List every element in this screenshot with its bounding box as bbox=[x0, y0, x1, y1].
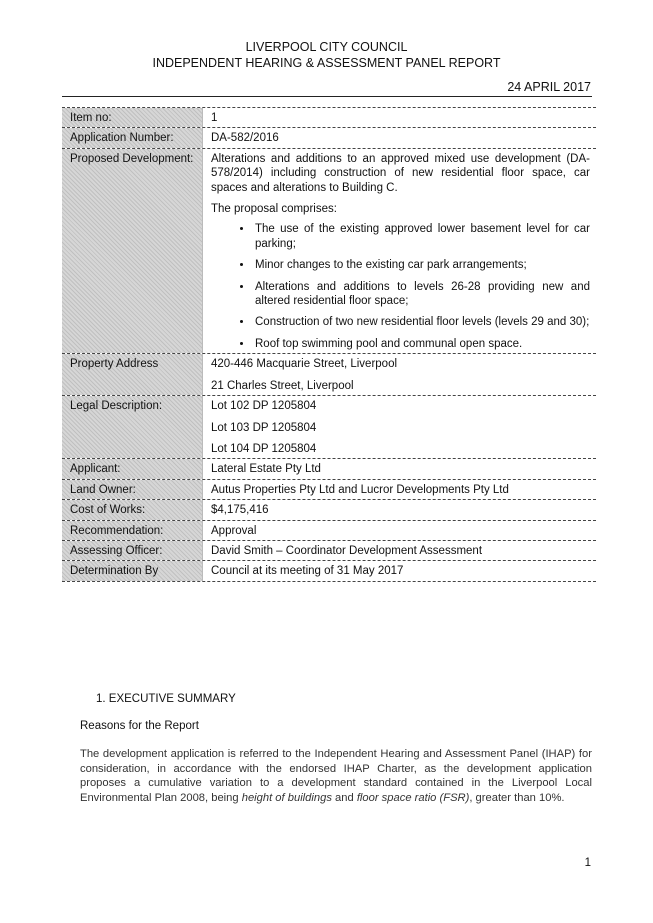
label-assessing-officer: Assessing Officer: bbox=[62, 541, 203, 560]
value-determination-by: Council at its meeting of 31 May 2017 bbox=[211, 565, 404, 578]
row-recommendation bbox=[62, 520, 596, 540]
application-details-table bbox=[62, 107, 596, 582]
header-council-name: LIVERPOOL CITY COUNCIL bbox=[245, 40, 408, 54]
value-assessing-officer: David Smith – Coordinator Development Assessment bbox=[211, 544, 483, 557]
address-line: 21 Charles Street, Liverpool bbox=[211, 379, 354, 392]
row-proposed-development bbox=[62, 148, 596, 353]
label-land-owner: Land Owner: bbox=[62, 480, 203, 499]
list-item: • Alterations and additions to levels 26-28 providing new and altered residential floor space; bbox=[253, 280, 590, 309]
label-legal-description: Legal Description: bbox=[62, 396, 203, 458]
para-emphasis-fsr: floor space ratio (FSR) bbox=[356, 791, 470, 804]
row-application-number bbox=[62, 127, 596, 147]
lot-line: Lot 104 DP 1205804 bbox=[211, 442, 317, 455]
lot-line: Lot 103 DP 1205804 bbox=[211, 421, 317, 434]
header-divider bbox=[62, 96, 592, 97]
value-land-owner: Autus Properties Pty Ltd and Lucror Developments Pty Ltd bbox=[211, 483, 509, 496]
value-proposed-development bbox=[203, 149, 596, 353]
row-determination-by bbox=[62, 560, 596, 580]
proposal-description: Alterations and additions to an approved mixed use development (DA-578/2014) including construction of new residential floor space, car spaces and alterations to Building C. bbox=[211, 152, 590, 194]
list-item: • Minor changes to the existing car park arrangements; bbox=[253, 258, 590, 272]
para-text: , greater than 10%. bbox=[469, 791, 565, 804]
row-legal-description bbox=[62, 395, 596, 458]
para-emphasis-height: height of buildings bbox=[241, 791, 332, 804]
row-applicant bbox=[62, 458, 596, 478]
list-item: • The use of the existing approved lower basement level for car parking; bbox=[253, 222, 590, 251]
proposal-list bbox=[211, 222, 590, 351]
value-legal-description bbox=[203, 396, 596, 458]
label-proposed-development: Proposed Development: bbox=[62, 149, 203, 353]
address-line: 420-446 Macquarie Street, Liverpool bbox=[211, 358, 398, 371]
para-text: and bbox=[331, 791, 357, 804]
label-cost-of-works: Cost of Works: bbox=[62, 500, 203, 519]
section-heading: 1. EXECUTIVE SUMMARY bbox=[96, 693, 236, 705]
value-cost-of-works: $4,175,416 bbox=[211, 504, 269, 517]
proposal-intro: The proposal comprises: bbox=[211, 203, 337, 216]
value-property-address bbox=[203, 354, 596, 395]
row-land-owner bbox=[62, 479, 596, 499]
label-application-number: Application Number: bbox=[62, 128, 203, 147]
list-item: • Roof top swimming pool and communal open space. bbox=[253, 337, 590, 351]
value-recommendation: Approval bbox=[211, 524, 257, 537]
header-report-title: INDEPENDENT HEARING & ASSESSMENT PANEL REPORT bbox=[152, 56, 501, 70]
row-cost-of-works bbox=[62, 499, 596, 519]
label-determination-by: Determination By bbox=[62, 561, 203, 580]
lot-line: Lot 102 DP 1205804 bbox=[211, 400, 317, 413]
label-applicant: Applicant: bbox=[62, 459, 203, 478]
label-item-no: Item no: bbox=[62, 108, 203, 127]
row-property-address bbox=[62, 353, 596, 395]
row-assessing-officer bbox=[62, 540, 596, 560]
label-property-address: Property Address bbox=[62, 354, 203, 395]
list-item: • Construction of two new residential floor levels (levels 29 and 30); bbox=[253, 315, 590, 329]
row-item-no bbox=[62, 107, 596, 127]
page-number: 1 bbox=[584, 857, 591, 869]
label-recommendation: Recommendation: bbox=[62, 521, 203, 540]
section-subheading: Reasons for the Report bbox=[80, 720, 199, 732]
value-applicant: Lateral Estate Pty Ltd bbox=[211, 463, 321, 476]
value-application-number: DA-582/2016 bbox=[211, 132, 279, 145]
para-text: The development application is referred to the Independent Hearing and Assessment Panel (IHAP) for consideration, in accordance with the endorsed IHAP Charter, as the development application proposes a cumulative variation to a development standard contained in the Liverpool Local Environmental Plan 2008, being bbox=[80, 748, 592, 804]
value-item-no: 1 bbox=[211, 112, 218, 124]
report-date: 24 APRIL 2017 bbox=[507, 80, 591, 94]
executive-summary-paragraph bbox=[80, 747, 592, 805]
